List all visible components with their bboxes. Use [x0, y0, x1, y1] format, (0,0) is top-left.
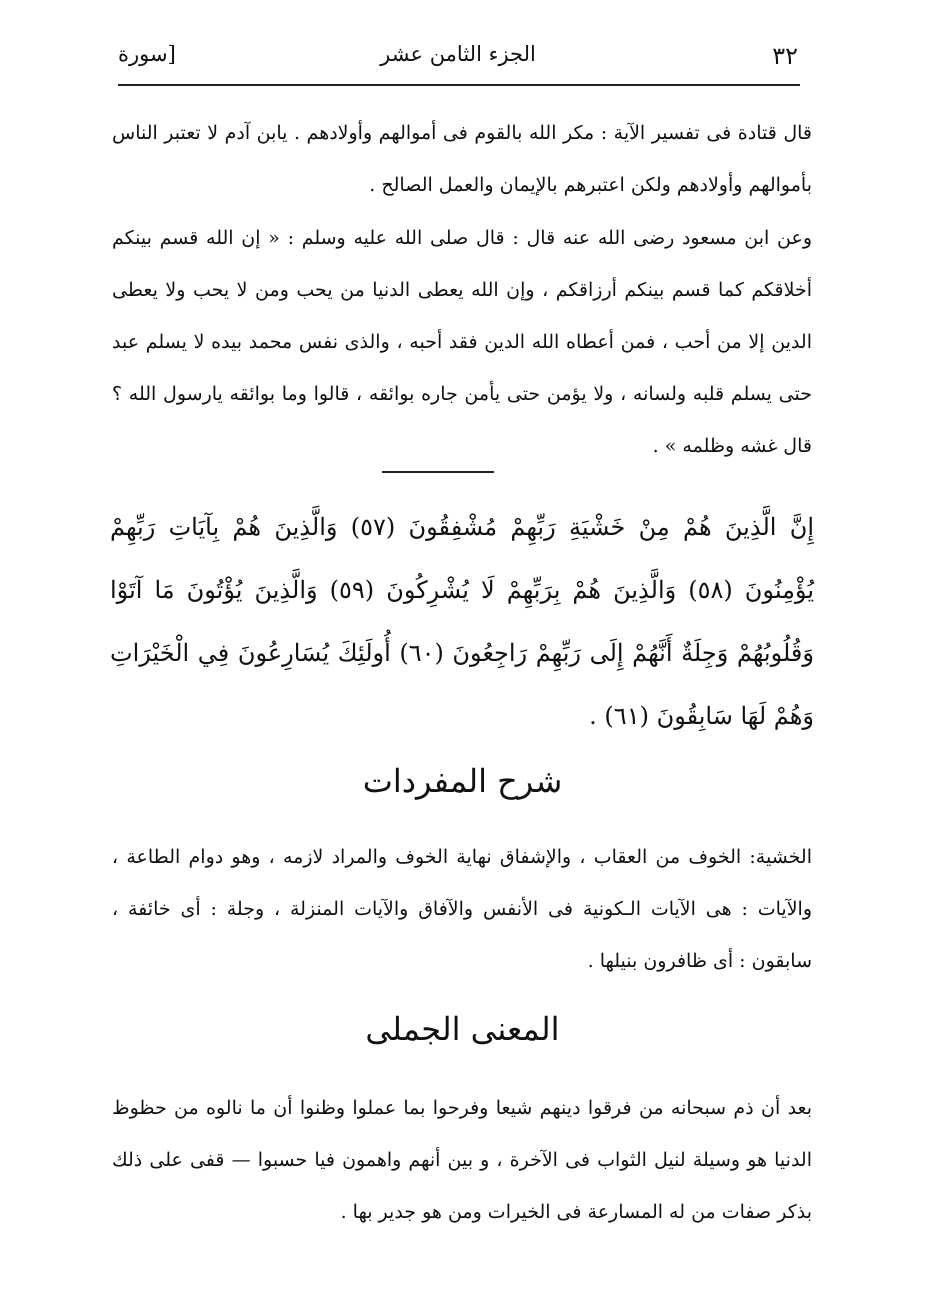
running-title: الجزء الثامن عشر — [380, 42, 536, 66]
paragraph-general-meaning: بعد أن ذم سبحانه من فرقوا دينهم شيعا وفرحوا بما عملوا وظنوا أن ما نالوه من حظوظ الدنيا هو وسيلة لنيل الثواب فى الآخرة ، و بين أنهم واهمون فيا حسبوا — قفى على ذلك بذكر صفات من له المسارعة فى الخيرات ومن هو جدير بها . — [112, 1097, 812, 1223]
surah-label: [سورة — [118, 42, 176, 66]
section-divider — [382, 471, 494, 473]
header-rule — [118, 84, 800, 86]
page-number: ٣٢ — [772, 42, 798, 70]
paragraph-qatada: قال قتادة فى تفسير الآية : مكر الله بالقوم فى أموالهم وأولادهم . يابن آدم لا تعتبر الناس بأموالهم وأولادهم ولكن اعتبرهم بالإيمان والعمل الصالح . — [112, 122, 812, 196]
quran-verse: إِنَّ الَّذِينَ هُمْ مِنْ خَشْيَةِ رَبِّهِمْ مُشْفِقُونَ (٥٧) وَالَّذِينَ هُمْ بِآيَاتِ رَبِّهِمْ يُؤْمِنُونَ (٥٨) وَالَّذِينَ هُمْ بِرَبِّهِمْ لَا يُشْرِكُونَ (٥٩) وَالَّذِينَ يُؤْتُونَ مَا آتَوْا وَقُلُوبُهُمْ وَجِلَةٌ أَنَّهُمْ إِلَى رَبِّهِمْ رَاجِعُونَ (٦٠) أُولَئِكَ يُسَارِعُونَ فِي الْخَيْرَاتِ وَهُمْ لَهَا سَابِقُونَ (٦١) . — [110, 513, 815, 730]
paragraph-hadith: وعن ابن مسعود رضى الله عنه قال : قال صلى الله عليه وسلم : « إن الله قسم بينكم أخلاقكم كما قسم بينكم أرزاقكم ، وإن الله يعطى الدنيا من يحب ومن لا يحب ولا يعطى الدين إلا من أحب ، فمن أعطاه الله الدين فقد أحبه ، والذى نفس محمد بيده لا يسلم عبد حتى يسلم قلبه ولسانه ، ولا يؤمن حتى يأمن جاره بوائقه ، قالوا وما بوائقه يارسول الله ؟ قال غشه وظلمه » . — [112, 227, 812, 457]
heading-general-meaning: المعنى الجملى — [365, 1010, 560, 1048]
paragraph-vocabulary: الخشية: الخوف من العقاب ، والإشفاق نهاية الخوف والمراد لازمه ، وهو دوام الطاعة ، والآيات : هى الآيات الـكونية فى الأنفس والآفاق والآيات المنزلة ، وجلة : أى خائفة ، سابقون : أى ظافرون بنيلها . — [112, 846, 812, 972]
page-header — [118, 40, 798, 84]
heading-vocabulary: شرح المفردات — [362, 762, 563, 800]
